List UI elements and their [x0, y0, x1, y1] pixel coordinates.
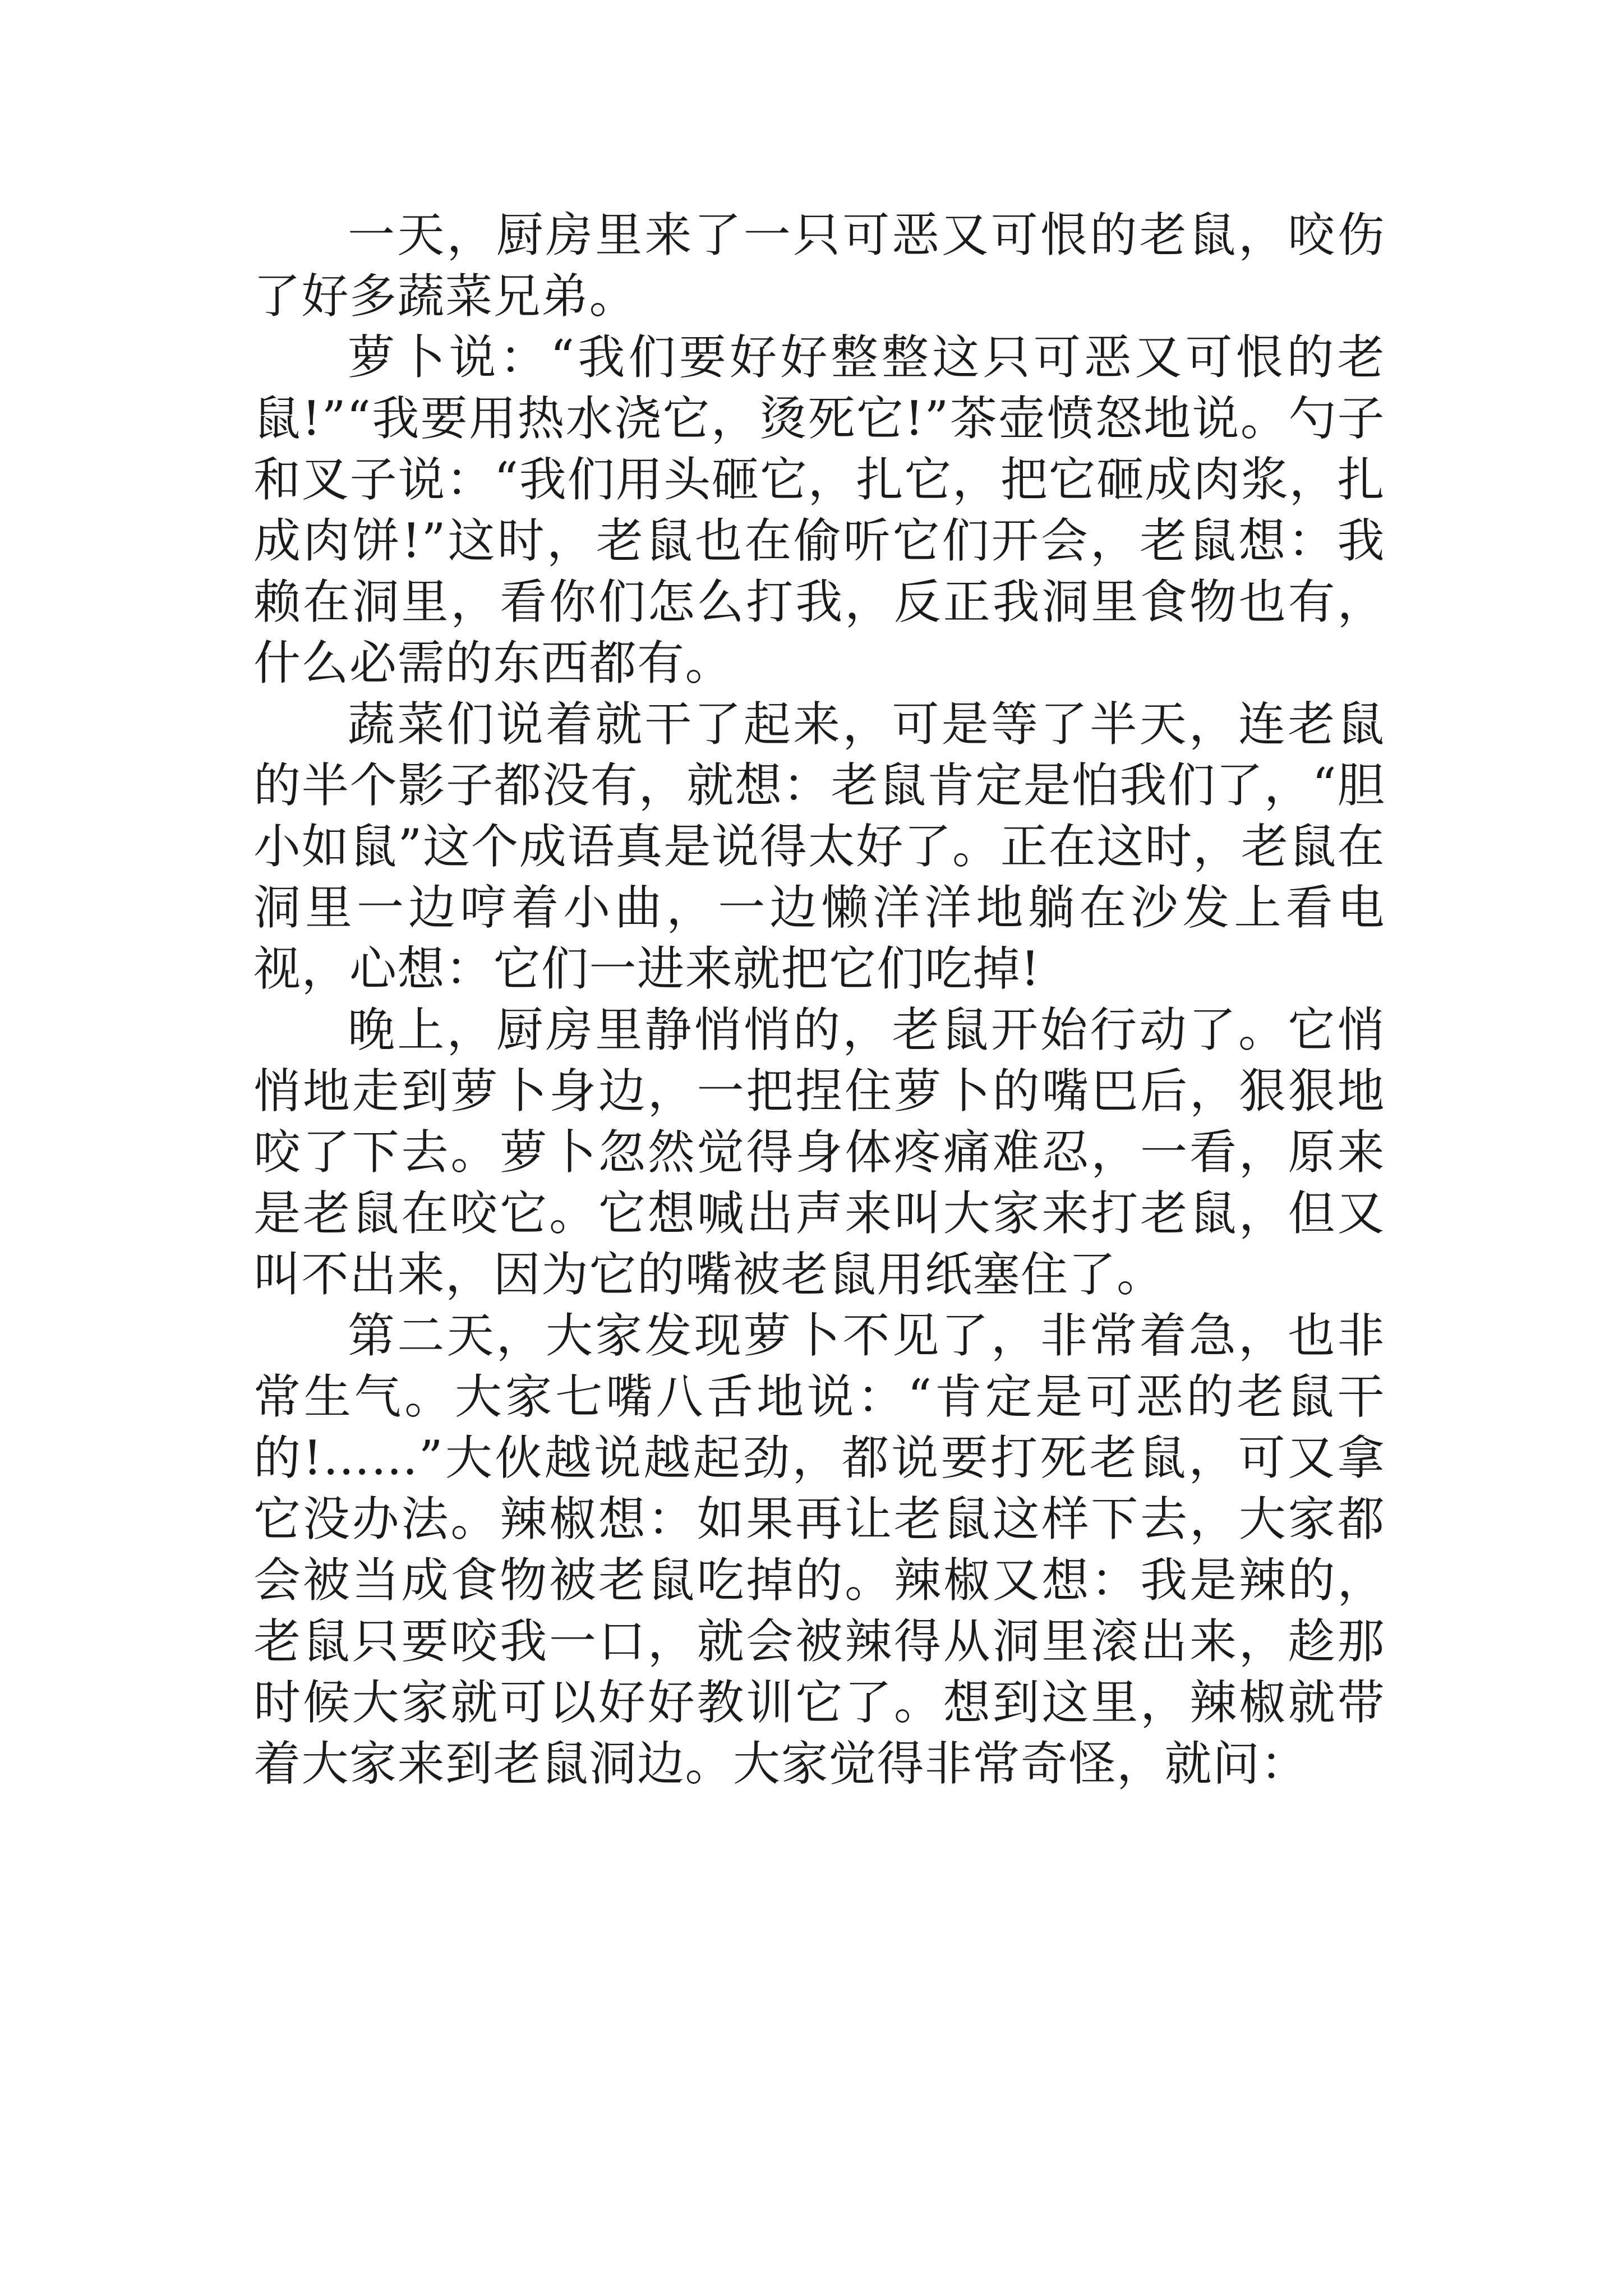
paragraph-4: 晚上，厨房里静悄悄的，老鼠开始行动了。它悄悄地走到萝卜身边，一把捏住萝卜的嘴巴后，狠狠地咬了下去。萝卜忽然觉得身体疼痛难忍，一看，原来是老鼠在咬它。它想喊出声来叫大家来打老鼠，但又叫不出来，因为它的嘴被老鼠用纸塞住了。: [253, 1002, 1385, 1302]
paragraph-5: 第二天，大家发现萝卜不见了，非常着急，也非常生气。大家七嘴八舌地说：“肯定是可恶的老鼠干的!……”大伙越说越起劲，都说要打死老鼠，可又拿它没办法。辣椒想：如果再让老鼠这样下去，大家都会被当成食物被老鼠吃掉的。辣椒又想：我是辣的，老鼠只要咬我一口，就会被辣得从洞里滚出来，趁那时候大家就可以好好教训它了。想到这里，辣椒就带着大家来到老鼠洞边。大家觉得非常奇怪，就问：: [253, 1308, 1385, 1791]
story-text: [253, 205, 1385, 1795]
paragraph-1: 一天，厨房里来了一只可恶又可恨的老鼠，咬伤了好多蔬菜兄弟。: [253, 208, 1385, 324]
paragraph-2: 萝卜说：“我们要好好整整这只可恶又可恨的老鼠!”“我要用热水浇它，烫死它!”茶壶愤怒地说。勺子和叉子说：“我们用头砸它，扎它，把它砸成肉浆，扎成肉饼!”这时，老鼠也在偷听它们开会，老鼠想：我赖在洞里，看你们怎么打我，反正我洞里食物也有，什么必需的东西都有。: [253, 330, 1385, 691]
paragraph-3: 蔬菜们说着就干了起来，可是等了半天，连老鼠的半个影子都没有，就想：老鼠肯定是怕我们了，“胆小如鼠”这个成语真是说得太好了。正在这时，老鼠在洞里一边哼着小曲，一边懒洋洋地躺在沙发上看电视，心想：它们一进来就把它们吃掉!: [253, 697, 1385, 996]
